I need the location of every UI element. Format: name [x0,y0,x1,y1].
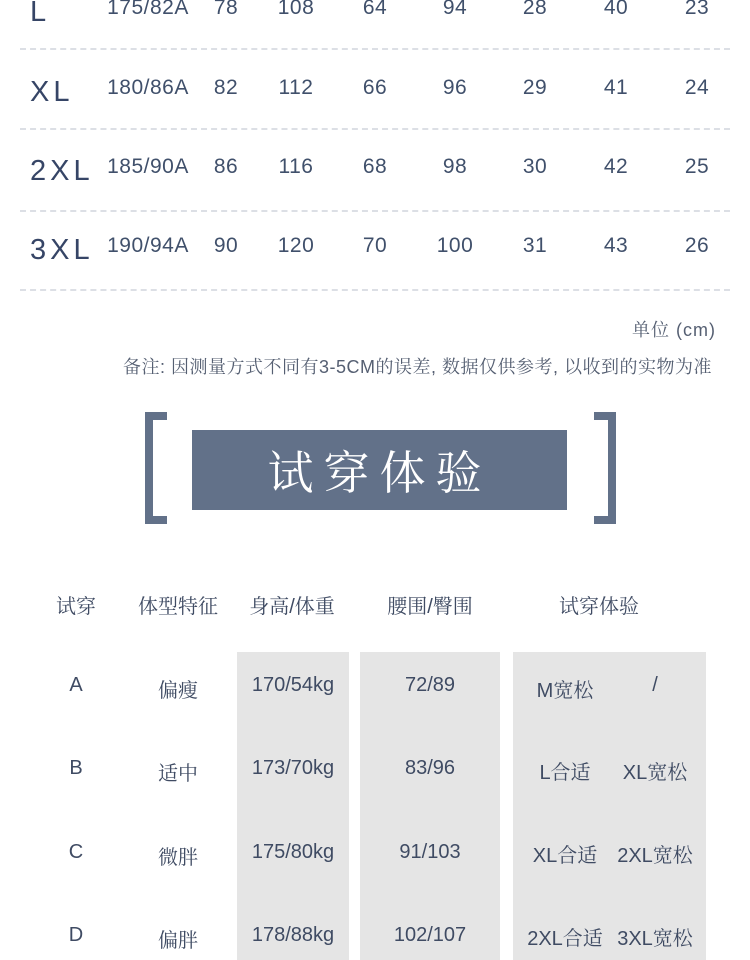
size-cell: 31 [522,234,548,257]
size-cell: 82 [213,76,239,99]
size-cell: 70 [362,234,388,257]
size-label: 3XL [30,234,94,266]
fit-result: L合适 [539,762,591,784]
size-cell: 41 [603,76,629,99]
size-cell: 86 [213,155,239,178]
size-cell: 25 [684,155,710,178]
tryon-id: D [68,924,84,946]
height-weight: 178/88kg [251,924,335,946]
size-cell: 120 [277,234,315,257]
size-row-l [0,0,750,76]
size-row-xl [0,76,750,156]
size-cell: 90 [213,234,239,257]
unit-note: 单位 (cm) [632,320,716,340]
remark-note: 备注: 因测量方式不同有3-5CM的误差, 数据仅供参考, 以收到的实物为准 [122,357,712,377]
row-divider [20,210,730,212]
fit-result: 2XL合适 [527,928,603,950]
size-row-3xl [0,234,750,314]
fit-result: XL合适 [532,845,598,867]
size-cell: 24 [684,76,710,99]
size-cell: 42 [603,155,629,178]
header-fit: 试穿体验 [559,596,639,618]
left-bracket [145,412,167,524]
size-cell: 100 [436,234,474,257]
header-height-weight: 身高/体重 [249,596,335,618]
fit-result: / [652,674,658,696]
body-type: 适中 [158,763,198,785]
size-cell: 29 [522,76,548,99]
size-cell: 175/82A [107,0,189,19]
size-cell: 78 [213,0,239,19]
size-cell: 96 [442,76,468,99]
size-cell: 66 [362,76,388,99]
body-type: 偏胖 [158,930,198,952]
size-cell: 23 [684,0,710,19]
fit-result: 2XL宽松 [617,845,693,867]
size-cell: 98 [442,155,468,178]
size-cell: 185/90A [107,155,189,178]
waist-hip: 83/96 [404,757,456,779]
size-cell: 108 [277,0,315,19]
height-weight: 173/70kg [251,757,335,779]
waist-hip: 91/103 [399,841,461,863]
waist-hip: 102/107 [393,924,467,946]
body-type: 微胖 [158,847,198,869]
size-cell: 40 [603,0,629,19]
row-divider [20,128,730,130]
fit-result: XL宽松 [622,762,688,784]
row-divider [20,48,730,50]
tryon-id: A [69,674,83,696]
fit-result: 3XL宽松 [617,928,693,950]
tryon-id: B [69,757,83,779]
column-shade [360,652,500,960]
size-label: L [30,0,51,28]
body-type: 偏瘦 [158,680,198,702]
fit-result: M宽松 [536,680,594,702]
header-tryon: 试穿 [56,596,96,618]
tryon-id: C [68,841,84,863]
section-title: 试穿体验 [192,430,567,510]
size-cell: 30 [522,155,548,178]
column-shade [237,652,349,960]
right-bracket [594,412,616,524]
height-weight: 175/80kg [251,841,335,863]
waist-hip: 72/89 [404,674,456,696]
size-cell: 94 [442,0,468,19]
size-label: XL [30,76,74,108]
height-weight: 170/54kg [251,674,335,696]
size-cell: 116 [278,155,314,178]
row-divider [20,289,730,291]
size-cell: 68 [362,155,388,178]
header-body-type: 体型特征 [138,596,218,618]
size-row-2xl [0,155,750,235]
size-cell: 190/94A [107,234,189,257]
size-cell: 43 [603,234,629,257]
size-cell: 112 [278,76,314,99]
size-cell: 64 [362,0,388,19]
size-cell: 28 [522,0,548,19]
size-cell: 180/86A [107,76,189,99]
header-waist-hip: 腰围/臀围 [387,596,473,618]
size-label: 2XL [30,155,94,187]
size-cell: 26 [684,234,710,257]
